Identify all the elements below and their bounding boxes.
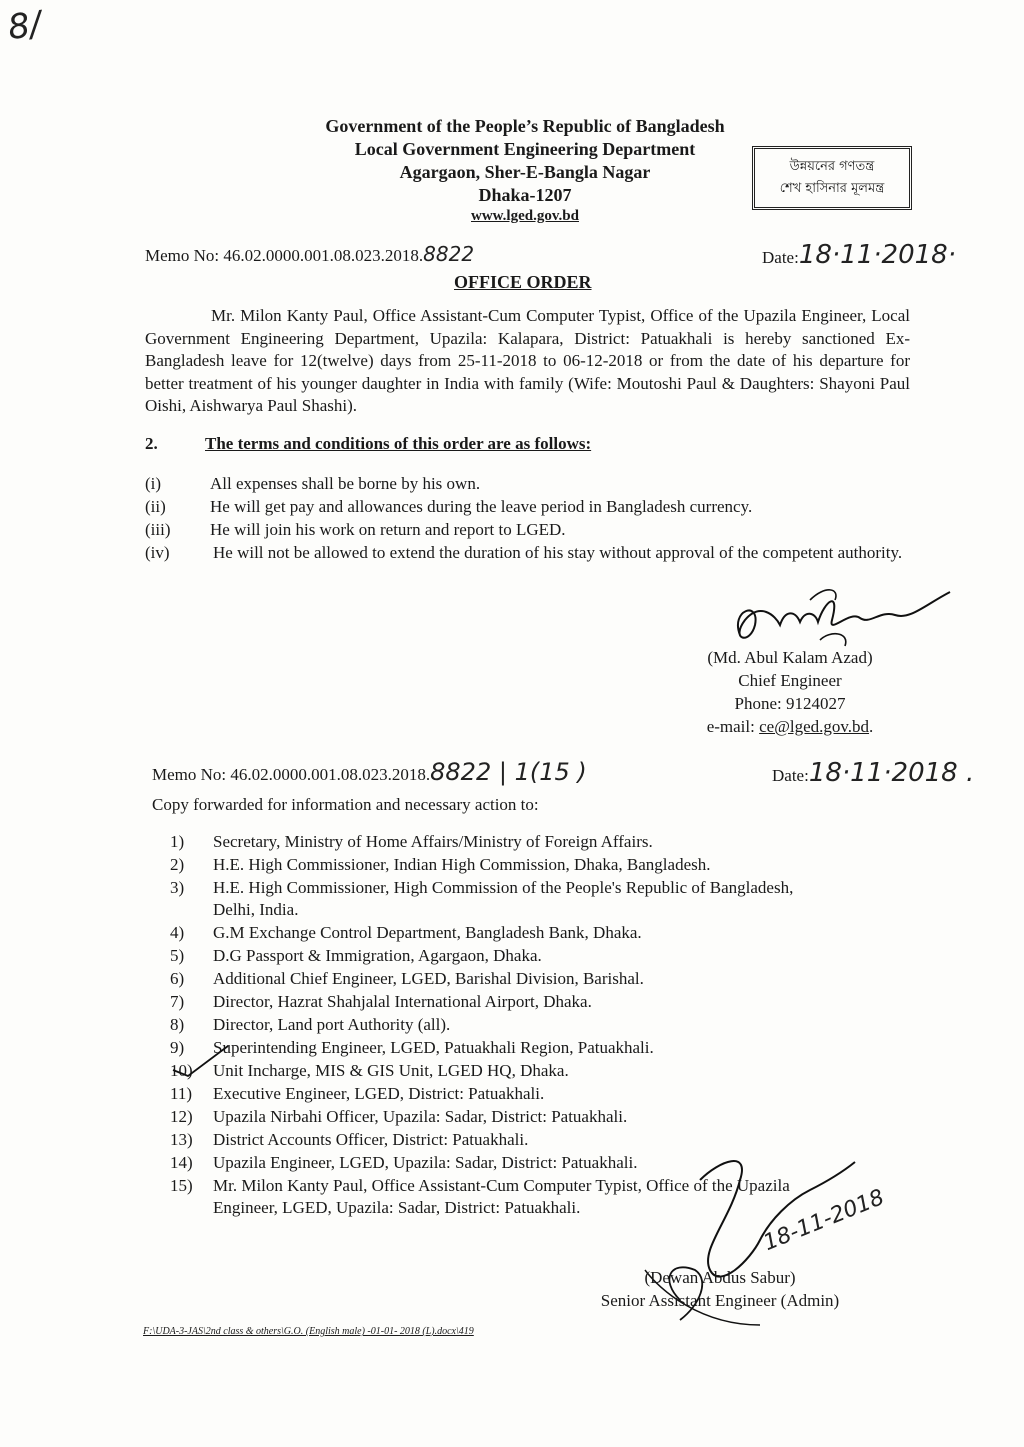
tick-mark <box>168 1040 238 1080</box>
term-text: All expenses shall be borne by his own. <box>210 474 481 493</box>
terms-heading: The terms and conditions of this order are as follows: <box>205 434 592 453</box>
footer-file-path: F:\UDA-3-JAS\2nd class & others\G.O. (English male) -01-01- 2018 (L).docx\419 <box>143 1326 474 1337</box>
slogan-line1: উন্নয়নের গণতন্ত্র <box>789 159 875 174</box>
header-website: www.lged.gov.bd <box>471 208 579 224</box>
term-text: He will join his work on return and report to LGED. <box>210 520 566 539</box>
forwarding-memo-label: Memo No: 46.02.0000.001.08.023.2018. <box>152 765 431 784</box>
cc-text: District Accounts Officer, District: Patuakhali. <box>213 1130 529 1149</box>
cc-number: 1) <box>170 832 185 851</box>
order-body-paragraph: Mr. Milon Kanty Paul, Office Assistant-Cum Computer Typist, Office of the Upazila Engineer, Local Government Engineering Department, Upazila: Kalapara, District: Patuakhali is hereby sanctioned Ex-Bangladesh leave for 12(twelve) days from 25-11-2018 to 06-12-2018 or from the date of his departure for better treatment of his younger daughter in India with family (Wife: Moutoshi Paul & Daughters: Shayoni Paul Oishi, Aishwarya Paul Shashi). <box>145 306 910 415</box>
header-city: Dhaka-1207 <box>478 185 572 205</box>
copy-forward-intro: Copy forwarded for information and necessary action to: <box>152 795 539 814</box>
term-number: (iv) <box>145 543 170 562</box>
memo-date-label: Date: <box>762 248 799 267</box>
memo-number-line <box>145 242 474 266</box>
chief-engineer-title: Chief Engineer <box>738 671 842 690</box>
memo-date-handwritten: 18·11·2018· <box>798 240 956 270</box>
senior-engineer-name: (Dewan Abdus Sabur) <box>644 1268 796 1287</box>
cc-text: G.M Exchange Control Department, Bangladesh Bank, Dhaka. <box>213 923 642 942</box>
office-order-title: OFFICE ORDER <box>454 272 592 292</box>
cc-number: 8) <box>170 1015 185 1034</box>
cc-number: 14) <box>170 1153 193 1172</box>
forwarding-memo-line <box>152 758 587 786</box>
cc-text: Secretary, Ministry of Home Affairs/Ministry of Foreign Affairs. <box>213 832 653 851</box>
cc-number: 3) <box>170 878 185 897</box>
cc-number: 11) <box>170 1084 193 1103</box>
term-number: (i) <box>145 474 162 493</box>
chief-engineer-email-link[interactable]: ce@lged.gov.bd <box>759 717 870 736</box>
cc-text: Superintending Engineer, LGED, Patuakhali Region, Patuakhali. <box>213 1038 654 1057</box>
cc-number: 12) <box>170 1107 193 1126</box>
cc-text: Upazila Nirbahi Officer, Upazila: Sadar, District: Patuakhali. <box>213 1107 628 1126</box>
memo-date <box>762 240 956 270</box>
cc-text: Upazila Engineer, LGED, Upazila: Sadar, District: Patuakhali. <box>213 1153 638 1172</box>
term-item <box>145 496 910 518</box>
cc-text: H.E. High Commissioner, Indian High Commission, Dhaka, Bangladesh. <box>213 855 711 874</box>
forwarding-date-label: Date: <box>772 766 809 785</box>
cc-number: 6) <box>170 969 185 988</box>
term-item <box>145 519 910 541</box>
cc-text: H.E. High Commissioner, High Commission of the People's Republic of Bangladesh, Delhi, India. <box>213 878 794 919</box>
cc-number: 9) <box>170 1038 185 1057</box>
memo-label: Memo No: 46.02.0000.001.08.023.2018. <box>145 246 424 265</box>
term-text: He will not be allowed to extend the duration of his stay without approval of the competent authority. <box>213 543 903 562</box>
email-label: e-mail: <box>706 717 760 736</box>
chief-engineer-name: (Md. Abul Kalam Azad) <box>707 648 873 667</box>
cc-number: 5) <box>170 946 185 965</box>
cc-text: Unit Incharge, MIS & GIS Unit, LGED HQ, Dhaka. <box>213 1061 569 1080</box>
cc-number: 13) <box>170 1130 193 1149</box>
senior-engineer-signature-date: 18-11-2018 <box>759 1184 888 1257</box>
cc-text: Executive Engineer, LGED, District: Patuakhali. <box>213 1084 545 1103</box>
senior-assistant-engineer-block <box>570 1266 870 1312</box>
email-suffix: . <box>869 717 874 736</box>
senior-engineer-title: Senior Assistant Engineer (Admin) <box>600 1291 840 1310</box>
slogan-line2: শেখ হাসিনার মূলমন্ত্র <box>779 181 885 196</box>
cc-text: Director, Land port Authority (all). <box>213 1015 451 1034</box>
term-number: (ii) <box>145 497 166 516</box>
slogan-box <box>752 146 912 210</box>
cc-text: D.G Passport & Immigration, Agargaon, Dhaka. <box>213 946 542 965</box>
cc-text: Additional Chief Engineer, LGED, Barishal Division, Barishal. <box>213 969 644 988</box>
cc-number: 7) <box>170 992 185 1011</box>
terms-number: 2. <box>145 434 158 453</box>
corner-handwritten-mark: 8/ <box>5 3 44 49</box>
term-number: (iii) <box>145 520 171 539</box>
chief-engineer-block <box>680 646 900 738</box>
header-department: Local Government Engineering Department <box>354 139 696 159</box>
cc-number: 2) <box>170 855 185 874</box>
term-item <box>145 473 910 495</box>
cc-number: 4) <box>170 923 185 942</box>
cc-number: 15) <box>170 1176 193 1195</box>
chief-engineer-email-line <box>680 715 900 738</box>
memo-number-handwritten: 8822 <box>423 242 475 266</box>
cc-number: 10) <box>170 1061 193 1080</box>
forwarding-memo-date <box>772 758 974 788</box>
forwarding-memo-number-handwritten: 8822 | 1(15 ) <box>430 758 587 786</box>
cc-text: Director, Hazrat Shahjalal International Airport, Dhaka. <box>213 992 592 1011</box>
cc-text: Mr. Milon Kanty Paul, Office Assistant-Cum Computer Typist, Office of the Upazila Engineer, LGED, Upazila: Sadar, District: Patuakhali. <box>213 1176 790 1217</box>
header-government: Government of the People’s Republic of Bangladesh <box>325 116 725 136</box>
chief-engineer-phone: Phone: 9124027 <box>734 694 846 713</box>
header-address: Agargaon, Sher-E-Bangla Nagar <box>399 162 651 182</box>
term-text: He will get pay and allowances during the leave period in Bangladesh currency. <box>210 497 753 516</box>
forwarding-date-handwritten: 18·11·2018 . <box>808 758 975 788</box>
